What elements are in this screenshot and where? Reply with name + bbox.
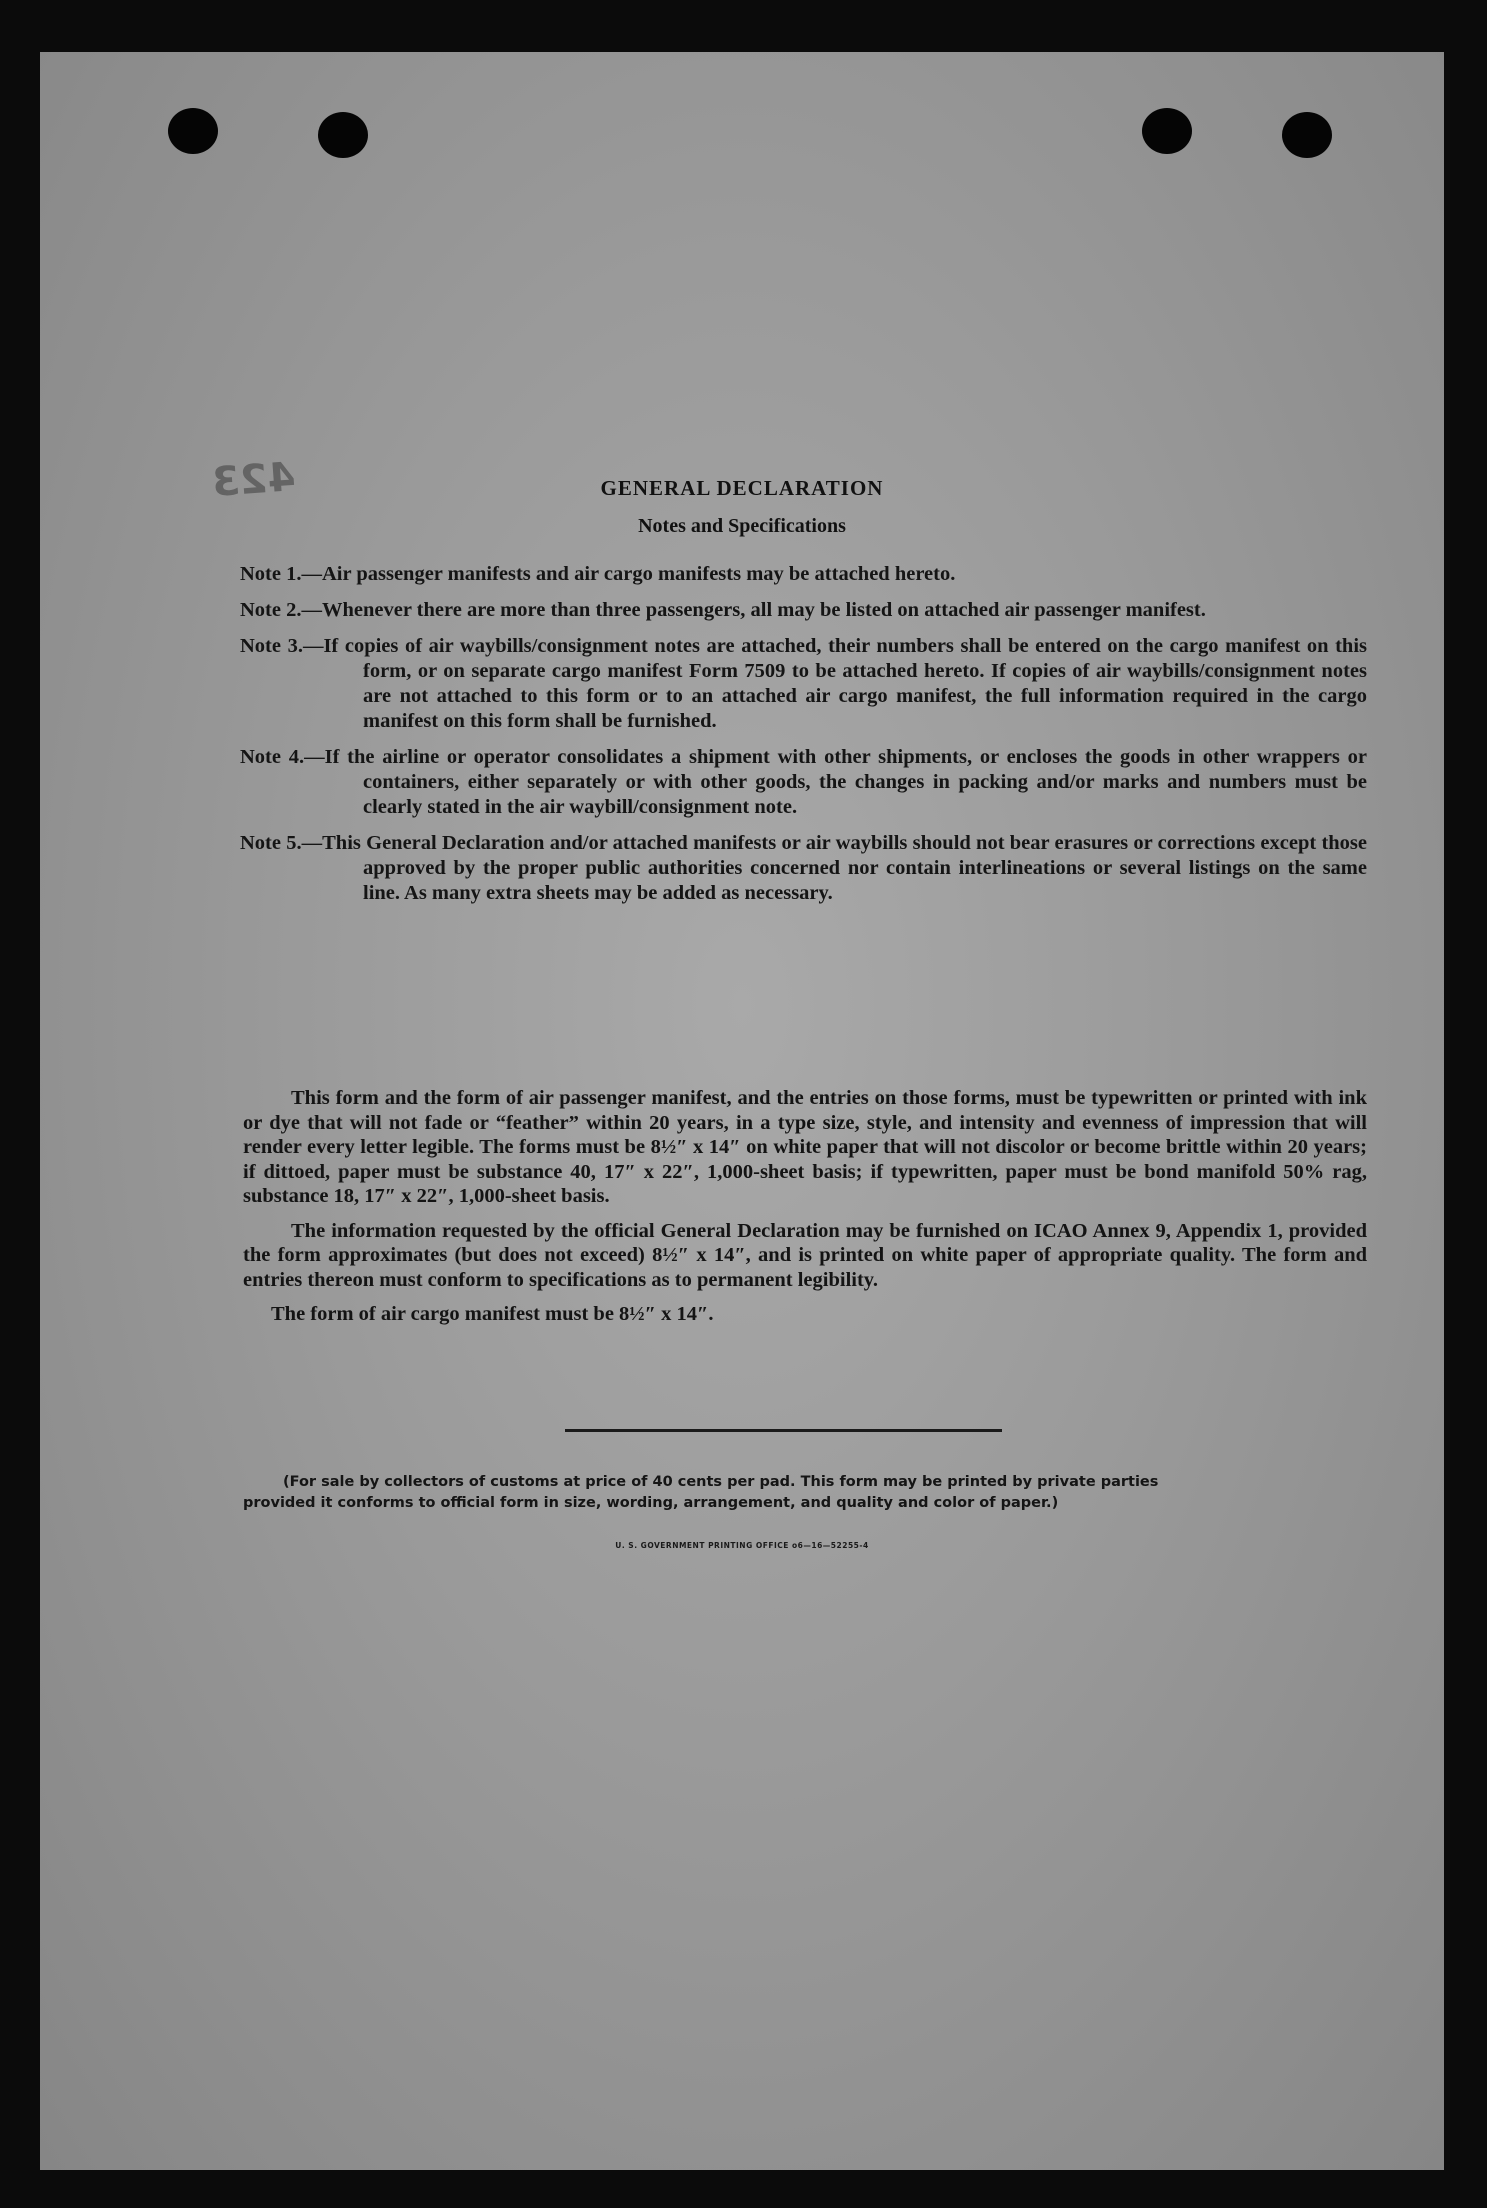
punch-hole: [1142, 108, 1192, 154]
sale-notice: [243, 1472, 1367, 1514]
punch-hole: [168, 108, 218, 154]
punch-hole: [1282, 112, 1332, 158]
printer-imprint: U. S. GOVERNMENT PRINTING OFFICE o6—16—52255-4: [615, 1541, 869, 1550]
note-label: Note: [240, 635, 281, 657]
sale-notice-line: (For sale by collectors of customs at price of 40 cents per pad. This form may be printed by private parties: [283, 1474, 1159, 1490]
note-label: Note: [240, 599, 281, 621]
note-item: [240, 562, 1367, 587]
specification-paragraphs: [243, 1086, 1367, 1337]
cargo-manifest-size-line: The form of air cargo manifest must be 8½″ x 14″.: [271, 1303, 714, 1325]
note-item: [240, 634, 1367, 734]
note-number: 4.: [280, 746, 305, 768]
note-text: —Whenever there are more than three passengers, all may be listed on attached air passenger manifest.: [301, 599, 1206, 621]
note-text: —Air passenger manifests and air cargo manifests may be attached hereto.: [301, 563, 956, 585]
handwritten-number: 423: [210, 454, 298, 506]
page-title: GENERAL DECLARATION: [600, 476, 884, 500]
note-number: 2.: [280, 599, 302, 621]
notes-list: [240, 562, 1367, 917]
note-text: —If the airline or operator consolidates a shipment with other shipments, or encloses the goods in other wrappers or containers, either separately or with other goods, the changes in packing and/or marks and numbers must be clearly stated in the air waybill/consignment note.: [304, 746, 1367, 818]
note-item: [240, 598, 1367, 623]
note-label: Note: [240, 746, 281, 768]
note-number: 5.: [280, 832, 302, 854]
note-number: 3.: [280, 635, 303, 657]
divider: [565, 1429, 1002, 1432]
note-text: —If copies of air waybills/consignment notes are attached, their numbers shall be entered on the cargo manifest on this form, or on separate cargo manifest Form 7509 to be attached hereto. If copies of air waybills/consignment notes are not attached to this form or to an attached air cargo manifest, the full information required in the cargo manifest on this form shall be furnished.: [302, 635, 1367, 732]
note-label: Note: [240, 832, 281, 854]
note-item: [240, 831, 1367, 906]
sale-notice-line: provided it conforms to official form in size, wording, arrangement, and quality and color of paper.): [243, 1495, 1059, 1511]
note-number: 1.: [280, 563, 302, 585]
note-label: Note: [240, 563, 281, 585]
paragraph: This form and the form of air passenger manifest, and the entries on those forms, must be typewritten or printed with ink or dye that will not fade or “feather” within 20 years, in a type size, style, and intensity and evenness of impression that will render every letter legible. The forms must be 8½″ x 14″ on white paper that will not discolor or become brittle within 20 years; if dittoed, paper must be substance 40, 17″ x 22″, 1,000-sheet basis; if typewritten, paper must be bond manifold 50% rag, substance 18, 17″ x 22″, 1,000-sheet basis.: [243, 1087, 1367, 1207]
paragraph: The information requested by the official General Declaration may be furnished on ICAO Annex 9, Appendix 1, provided the form approximates (but does not exceed) 8½″ x 14″, and is printed on white paper of appropriate quality. The form and entries thereon must conform to specifications as to permanent legibility.: [243, 1219, 1367, 1291]
document-page: [40, 52, 1444, 2170]
punch-hole: [318, 112, 368, 158]
page-subtitle: Notes and Specifications: [638, 515, 846, 537]
note-item: [240, 745, 1367, 820]
note-text: —This General Declaration and/or attached manifests or air waybills should not bear erasures or corrections except those approved by the proper public authorities concerned nor contain interlineations or several listings on the same line. As many extra sheets may be added as necessary.: [301, 832, 1368, 904]
